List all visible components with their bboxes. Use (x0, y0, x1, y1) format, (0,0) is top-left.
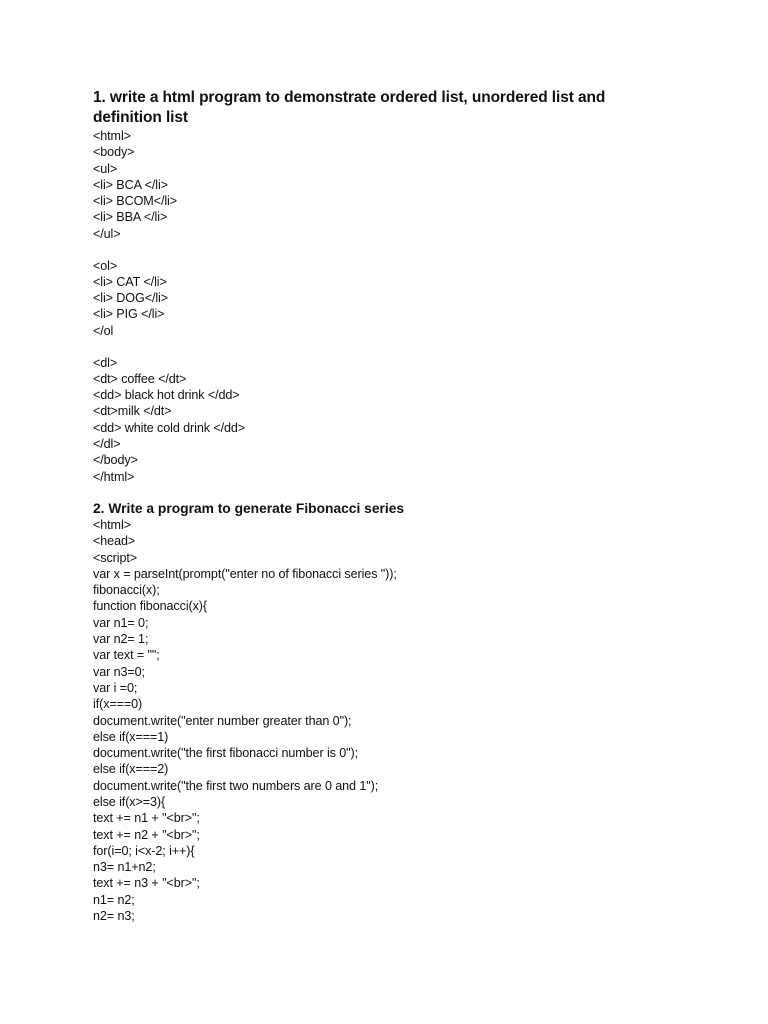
code-line: <dt>milk </dt> (93, 404, 172, 419)
code-line: <li> DOG</li> (93, 291, 168, 306)
section-1-heading-line-2: definition list (93, 109, 188, 126)
blank-line (93, 242, 693, 258)
code-line: function fibonacci(x){ (93, 599, 208, 614)
code-line: <li> BCOM</li> (93, 194, 177, 209)
code-line: <li> BBA </li> (93, 210, 168, 225)
code-line: text += n3 + "<br>"; (93, 876, 200, 891)
section-1-heading-line-1: 1. write a html program to demonstrate ordered list, unordered list and (93, 89, 606, 106)
document-page (93, 88, 693, 924)
code-line: <dd> white cold drink </dd> (93, 420, 246, 435)
code-line: var x = parseInt(prompt("enter no of fibonacci series ")); (93, 566, 397, 581)
code-line: var n1= 0; (93, 615, 149, 630)
section-1 (93, 88, 693, 485)
code-line: <li> PIG </li> (93, 307, 165, 322)
code-line: if(x===0) (93, 697, 143, 712)
code-line: text += n2 + "<br>"; (93, 827, 200, 842)
code-line: document.write("enter number greater than 0"); (93, 713, 352, 728)
code-line: text += n1 + "<br>"; (93, 811, 200, 826)
code-line: <dt> coffee </dt> (93, 371, 187, 386)
section-2 (93, 500, 693, 924)
code-line: else if(x>=3){ (93, 794, 166, 809)
code-line: document.write("the first fibonacci number is 0"); (93, 746, 359, 761)
code-line: var n2= 1; (93, 632, 149, 647)
code-line: </body> (93, 453, 138, 468)
code-line: var text = ""; (93, 648, 160, 663)
code-line: <ul> (93, 161, 118, 176)
code-line: n1= n2; (93, 892, 135, 907)
code-line: else if(x===1) (93, 729, 169, 744)
code-line: </html> (93, 469, 135, 484)
code-line: for(i=0; i<x-2; i++){ (93, 843, 195, 858)
code-line: <ol> (93, 258, 118, 273)
code-line: <dl> (93, 355, 118, 370)
code-line: <li> CAT </li> (93, 274, 167, 289)
code-line: n2= n3; (93, 909, 135, 924)
code-line: var n3=0; (93, 664, 145, 679)
section-2-code (93, 517, 693, 924)
section-2-heading: 2. Write a program to generate Fibonacci series (93, 500, 405, 516)
code-line: <dd> black hot drink </dd> (93, 388, 240, 403)
code-line: </ul> (93, 226, 121, 241)
code-line: <html> (93, 129, 131, 143)
code-line: <head> (93, 534, 136, 549)
blank-line (93, 339, 693, 355)
code-line: fibonacci(x); (93, 583, 160, 598)
code-line: <li> BCA </li> (93, 177, 168, 192)
code-line: </dl> (93, 437, 121, 452)
code-line: document.write("the first two numbers are 0 and 1"); (93, 778, 379, 793)
code-line: </ol (93, 323, 114, 338)
code-line: <body> (93, 145, 135, 160)
code-line: <html> (93, 517, 131, 532)
code-line: var i =0; (93, 680, 138, 695)
code-line: else if(x===2) (93, 762, 169, 777)
code-line: <script> (93, 550, 137, 565)
code-line: n3= n1+n2; (93, 860, 156, 875)
section-1-code (93, 128, 693, 485)
section-1-heading (93, 88, 693, 128)
